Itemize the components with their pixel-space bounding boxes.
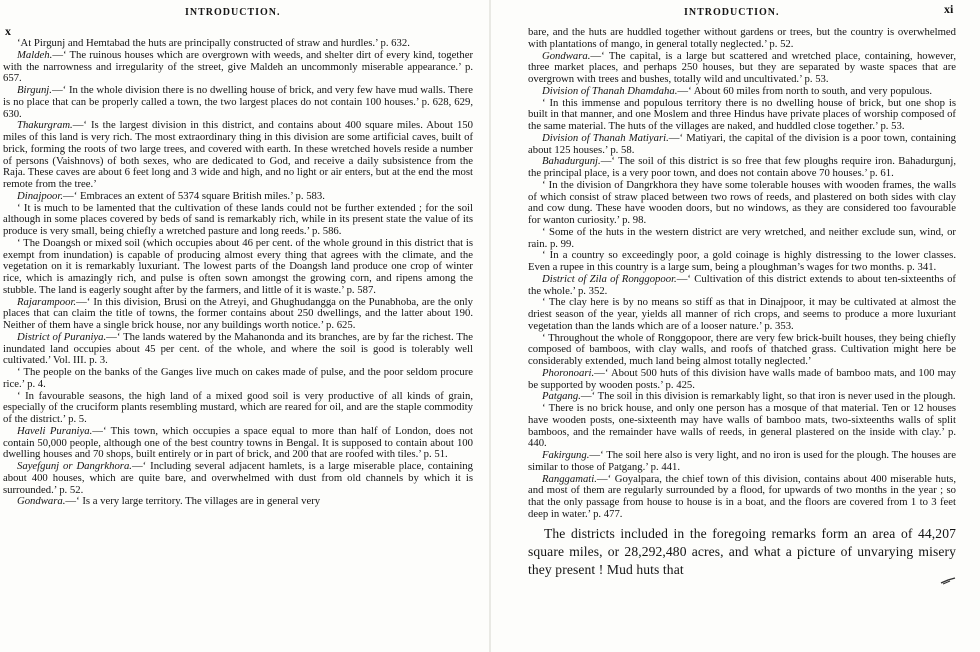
place-name: Birgunj. (17, 84, 52, 96)
paragraph (3, 85, 473, 120)
paragraph (528, 98, 956, 133)
place-name: Division of Thanah Dhamdaha. (542, 84, 678, 97)
paragraph-text: —‘ The soil of this district is so free that few ploughs require iron. Bahadurgunj, the principal place, is a very poor town, and does not contain above 70 houses.’ p. 61. (528, 155, 956, 179)
paragraph-text: ‘ Throughout the whole of Ronggopoor, there are very few brick-built houses, they being chiefly composed of bamboos, with clay walls, and roofs of thatched grass. Cultivation might here be considerably extended, much land being almost totally neglected.’ (528, 331, 956, 367)
right-page-number: xi (944, 2, 954, 16)
paragraph-text: —‘ Embraces an extent of 5374 square British miles.’ p. 583. (63, 189, 325, 202)
paragraph-text: ‘ Some of the huts in the western district are very wretched, and neither exclude sun, wind, or rain. p. 99. (528, 225, 956, 250)
paragraph-text: ‘ The Doangsh or mixed soil (which occupies about 46 per cent. of the whole ground in this district that is exempt from inundation) is capable of producing almost every thing that agrees with the climate, and the vegetation on it is remarkably luxuriant. The lowest parts of the Doangsh land produce one crop of winter rice, which is amazingly rich, and pulse is often sown amongst the growing corn, and ripens among the stubble. The land is eagerly sought after by the farmers, and little of it is waste.’ p. 587. (3, 236, 473, 296)
place-name: Fakirgung. (542, 449, 590, 461)
place-name: Phoronoari. (542, 366, 595, 379)
paragraph-text: ‘At Pirgunj and Hemtabad the huts are principally constructed of straw and hurdles.’ p. 632. (17, 37, 410, 49)
paragraph-text: bare, and the huts are huddled together without gardens or trees, but the country is overwhelmed with plantations of mango, in general totally neglected.’ p. 52. (528, 26, 956, 50)
paragraph (528, 274, 956, 298)
margin-pencil-mark-icon (940, 576, 956, 586)
paragraph-text: —‘ About 60 miles from north to south, and very populous. (677, 84, 933, 97)
left-page-number: x (5, 24, 11, 38)
paragraph (3, 120, 473, 191)
left-running-head: INTRODUCTION. (185, 7, 281, 18)
place-name: Division of Thanah Matiyari. (542, 131, 669, 144)
paragraph (528, 156, 956, 180)
paragraph-text: —‘ The soil here also is very light, and no iron is used for the plough. The houses are similar to those of Patgang.’ p. 441. (528, 449, 956, 473)
place-name: Gondwara. (17, 495, 66, 508)
place-name: Thakurgram. (17, 119, 73, 132)
paragraph-text: ‘ The clay here is by no means so stiff as that in Dinajpoor, it may be cultivated at almost the driest season of the year, yields all manner of rich crops, and seems to produce a more luxuriant vegetation than the lands which are of a looser nature.’ p. 353. (528, 296, 956, 332)
paragraph-text: ‘ There is no brick house, and only one person has a mosque of that material. Ten or 12 houses have wooden posts, one-sixteenth may have walls of bamboo mats, two-sixteenths walls of split bamboos, and the remainder have walls of reeds, in general plastered on the inside with clay.’ p. 440. (528, 402, 956, 450)
place-name: Sayefgunj or Dangrkhora. (17, 460, 132, 472)
place-name: District of Zila of Ronggopoor. (542, 272, 677, 285)
place-name: Bahadurgunj. (542, 155, 601, 168)
paragraph (528, 250, 956, 274)
paragraph-text: —‘ About 500 huts of this division have walls made of bamboo mats, and 100 may be supported by wooden posts.’ p. 425. (528, 366, 956, 391)
paragraph-text: —‘ In this division, Brusi on the Atreyi, and Ghughudangga on the Punabhoba, are the only places that can claim the title of towns, the former contains about 250 dwellings, and the latter about 190. Neither of them have a single brick house, nor any buildings worth notice.’ p. 625. (3, 295, 473, 331)
paragraph-text: ‘ In the division of Dangrkhora they have some tolerable houses with wooden frames, the walls of which consist of straw placed between two rows of reeds, and plastered on both sides with clay and cow dung. These have wooden doors, but no windows, as they are considered too favourable for wanton curiosity.’ p. 98. (528, 178, 956, 226)
paragraph (528, 297, 956, 332)
paragraph-text: —‘ This town, which occupies a space equal to more than half of London, does not contain 50,000 people, although one of the best country towns in Bengal. It is supposed to contain about 100 dwelling houses and 70 shops, built entirely or in part of brick, and 200 that are roofed with tiles.’ p. 51. (3, 424, 473, 461)
right-body-text (528, 27, 956, 579)
paragraph-text: ‘ In a country so exceedingly poor, a gold coinage is highly distressing to the lower classes. Even a rupee in this country is a large sum, being a ploughman’s wages for two months. p. 341. (528, 249, 956, 273)
closing-paragraph: The districts included in the foregoing remarks form an area of 44,207 square miles, or 28,292,480 acres, and what a picture of unvarying misery they present ! Mud huts that (528, 525, 956, 577)
paragraph (3, 461, 473, 496)
paragraph (528, 51, 956, 86)
paragraph (3, 426, 473, 461)
paragraph-text: —‘ Is the largest division in this district, and contains about 400 square miles. About 150 miles of this land is very rich. The most extraordinary thing in this division are some artificial caves, built of brick, forming the roots of two large trees, and covered with earth. In these wretched hovels reside a number of persons (Vaishnovs) of both sexes, who are dedicated to God, and receive a daily subsistence from the Raja. These caves are about 6 feet long and 3 wide and high, and no light or air enters, but at the end the most remote from the tree.’ (3, 119, 473, 190)
paragraph-text: —‘ The capital, is a large but scattered and wretched place, containing, however, three market places, and perhaps 250 houses, but they are separated by waste spaces that are overgrown with trees and bushes, totally wild and uncultivated.’ p. 53. (528, 49, 956, 85)
paragraph-text: —‘ Is a very large territory. The villages are in general very (65, 495, 321, 508)
paragraph-text: ‘ The people on the banks of the Ganges live much on cakes made of pulse, and the poor seldom procure rice.’ p. 4. (3, 366, 473, 390)
paragraph-text: —‘ Goyalpara, the chief town of this division, contains about 400 miserable huts, and most of them are regularly surrounded by a flood, for upwards of two months in the year ; so that the only passage from house to house is in a boat, and the floors are covered from 1 to 3 feet deep in water.’ p. 477. (528, 472, 956, 520)
place-name: Ranggamati. (542, 472, 597, 485)
place-name: Patgang. (542, 390, 581, 403)
place-name: Dinajpoor. (17, 189, 64, 202)
paragraph (3, 297, 473, 332)
paragraph (3, 391, 473, 426)
right-running-head: INTRODUCTION. (684, 7, 780, 18)
paragraph (3, 367, 473, 391)
place-name: Rajarampoor. (17, 295, 77, 308)
paragraph (3, 496, 473, 508)
paragraph-text: ‘ In favourable seasons, the high land of a mixed good soil is very productive of all kinds of grain, especially of the cruciform plants resembling mustard, which are reared for oil, and are the staple commodity of the district.’ p. 5. (3, 389, 473, 425)
paragraph (528, 133, 956, 157)
paragraph (528, 180, 956, 227)
place-name: District of Puraniya. (17, 330, 107, 343)
paragraph-text: —‘ Cultivation of this district extends to about ten-sixteenths of the whole.’ p. 352. (528, 272, 956, 297)
paragraph-text: ‘ In this immense and populous territory there is no dwelling house of brick, but one shop is built in that manner, and one Moslem and three Hindus have private places of worship composed of the same material. The huts of the villages are naked, and huddled close together.’ p. 53. (528, 96, 956, 132)
paragraph-text: —‘ In the whole division there is no dwelling house of brick, and very few have mud walls. There is no place that can be properly called a town, the two largest places do not contain 100 houses.’ p. 628, 629, 630. (3, 84, 473, 120)
paragraph-text: ‘ It is much to be lamented that the cultivation of these lands could not be further extended ; for the soil although in some places covered by beds of sand is remarkably rich, while in its present state the value of its produce is very small, being chiefly a wretched pasture and long reeds.’ p. 586. (3, 201, 473, 237)
paragraph-text: —‘ The ruinous houses which are overgrown with weeds, and shelter dirt of every kind, together with the narrowness and irregularity of the street, give Maldeh an uncommonly miserable appearance.’ p. 657. (3, 48, 473, 85)
paragraph-text: —‘ The soil in this division is remarkably light, so that iron is never used in the plough. (580, 390, 956, 403)
place-name: Gondwara. (542, 49, 591, 62)
left-body-text (3, 38, 473, 508)
paragraph (3, 238, 473, 297)
paragraph (528, 27, 956, 51)
paragraph (528, 403, 956, 450)
paragraph (528, 333, 956, 368)
place-name: Maldeh. (17, 48, 53, 61)
paragraph (528, 450, 956, 474)
paragraph (528, 227, 956, 251)
paragraph (528, 474, 956, 521)
paragraph (3, 203, 473, 238)
paragraph-text: —‘ Including several adjacent hamlets, is a large miserable place, containing about 400 houses, which are quite bare, and overwhelmed with dust from old channels by which it is surrounded.’ p. 52. (3, 460, 473, 496)
paragraph-text: —‘ The lands watered by the Mahanonda and its branches, are by far the richest. The inundated land occupies about 45 per cent. of the whole, and where the soil is good is tolerably well cultivated.’ Vol. III. p. 3. (3, 330, 473, 367)
place-name: Haveli Puraniya. (17, 424, 93, 437)
paragraph (3, 332, 473, 367)
paragraph-text: —‘ Matiyari, the capital of the division is a poor town, containing about 125 houses.’ p. 58. (528, 131, 956, 156)
right-page (490, 0, 980, 652)
paragraph (3, 50, 473, 85)
paragraph (528, 368, 956, 392)
